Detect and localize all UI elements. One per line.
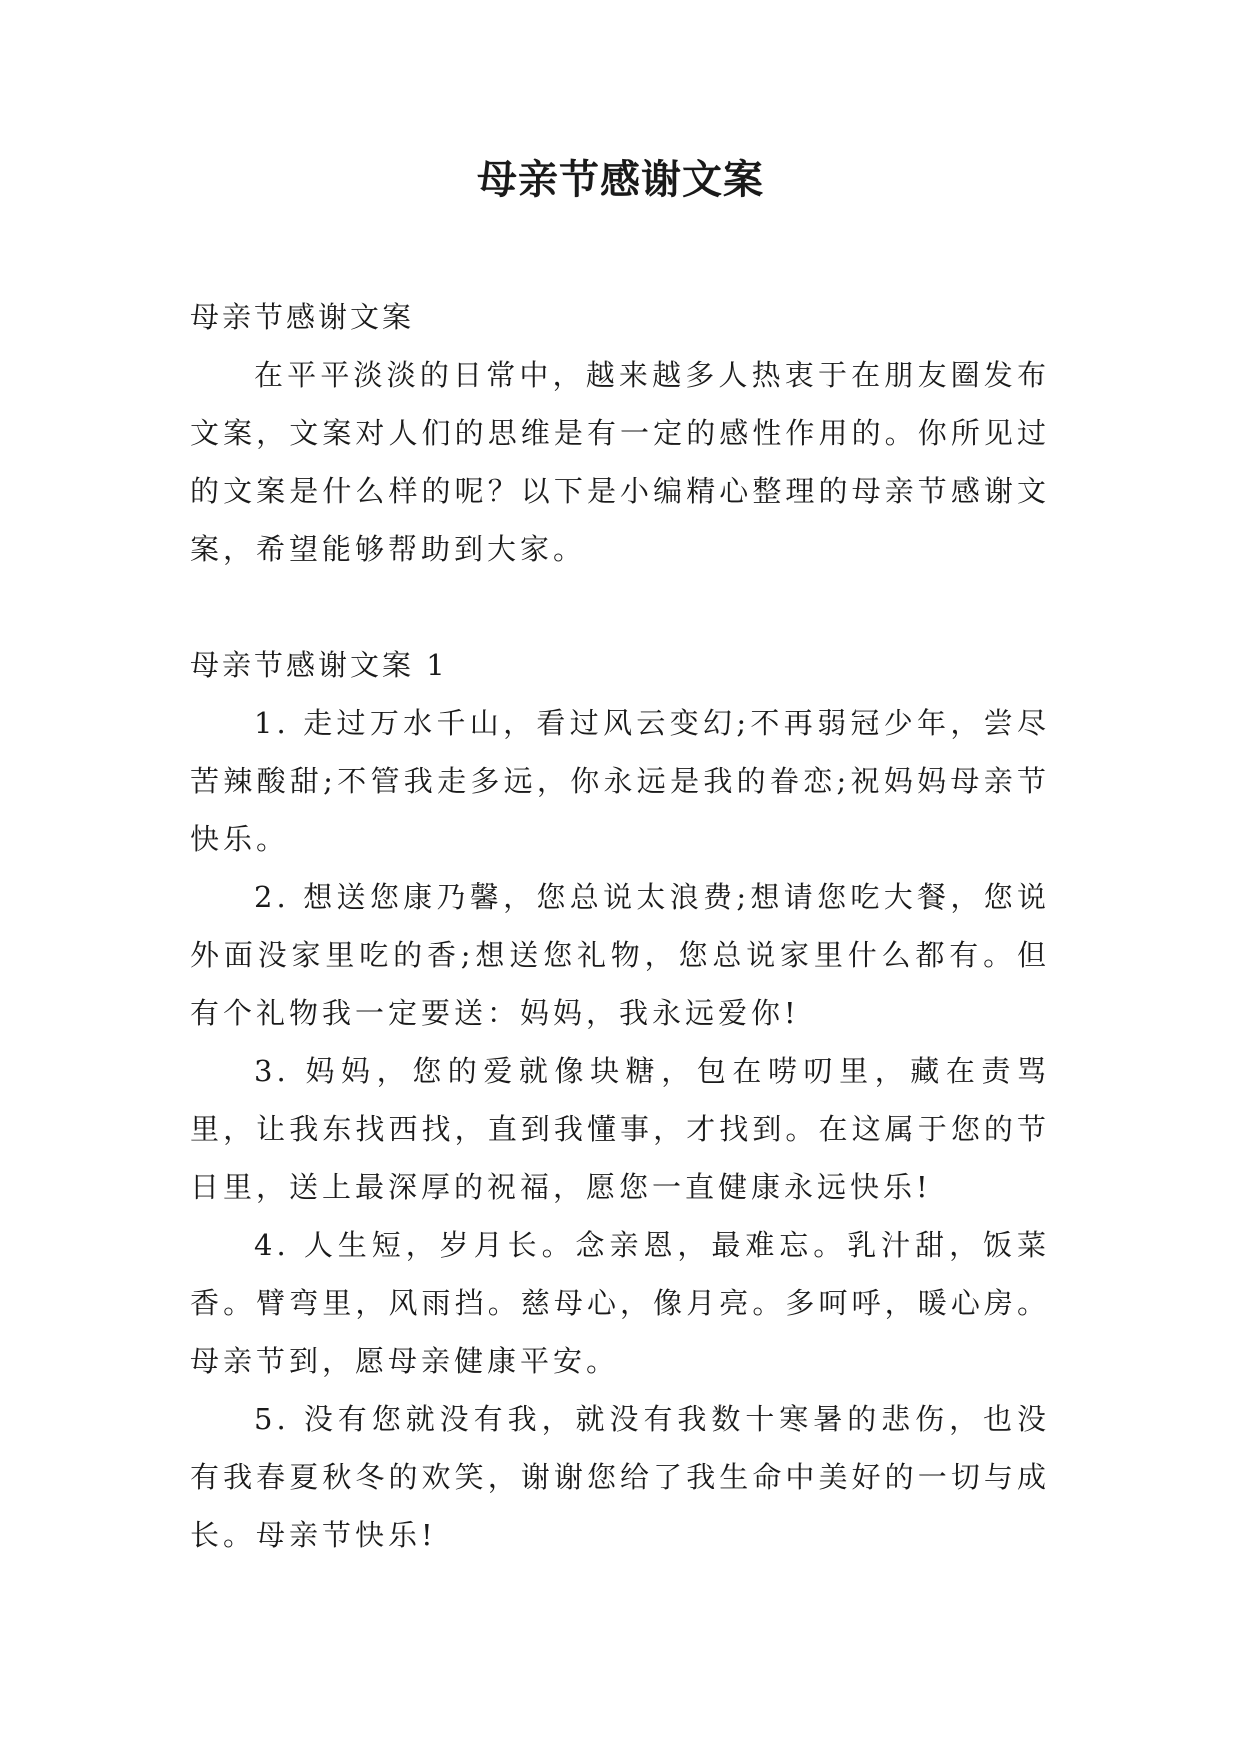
list-item: 5. 没有您就没有我，就没有我数十寒暑的悲伤，也没有我春夏秋冬的欢笑，谢谢您给了我生命中美好的一切与成长。母亲节快乐! <box>190 1402 1050 1552</box>
list-item: 4. 人生短，岁月长。念亲恩，最难忘。乳汁甜，饭菜香。臂弯里，风雨挡。慈母心，像月亮。多呵呼，暖心房。母亲节到，愿母亲健康平安。 <box>190 1228 1050 1378</box>
intro-heading: 母亲节感谢文案 <box>190 300 415 334</box>
list-item: 1. 走过万水千山，看过风云变幻;不再弱冠少年，尝尽苦辣酸甜;不管我走多远，你永远是我的眷恋;祝妈妈母亲节快乐。 <box>190 706 1050 856</box>
list-item: 3. 妈妈，您的爱就像块糖，包在唠叨里，藏在责骂里，让我东找西找，直到我懂事，才找到。在这属于您的节日里，送上最深厚的祝福，愿您一直健康永远快乐! <box>190 1054 1050 1204</box>
paragraph-spacer <box>190 578 1050 636</box>
list-item: 2. 想送您康乃馨，您总说太浪费;想请您吃大餐，您说外面没家里吃的香;想送您礼物，您总说家里什么都有。但有个礼物我一定要送：妈妈，我永远爱你! <box>190 880 1050 1030</box>
document-body <box>190 288 1050 1564</box>
intro-paragraph: 在平平淡淡的日常中，越来越多人热衷于在朋友圈发布文案，文案对人们的思维是有一定的感性作用的。你所见过的文案是什么样的呢？以下是小编精心整理的母亲节感谢文案，希望能够帮助到大家。 <box>190 358 1050 566</box>
section-heading: 母亲节感谢文案 1 <box>190 648 448 682</box>
document-title: 母亲节感谢文案 <box>477 156 764 203</box>
